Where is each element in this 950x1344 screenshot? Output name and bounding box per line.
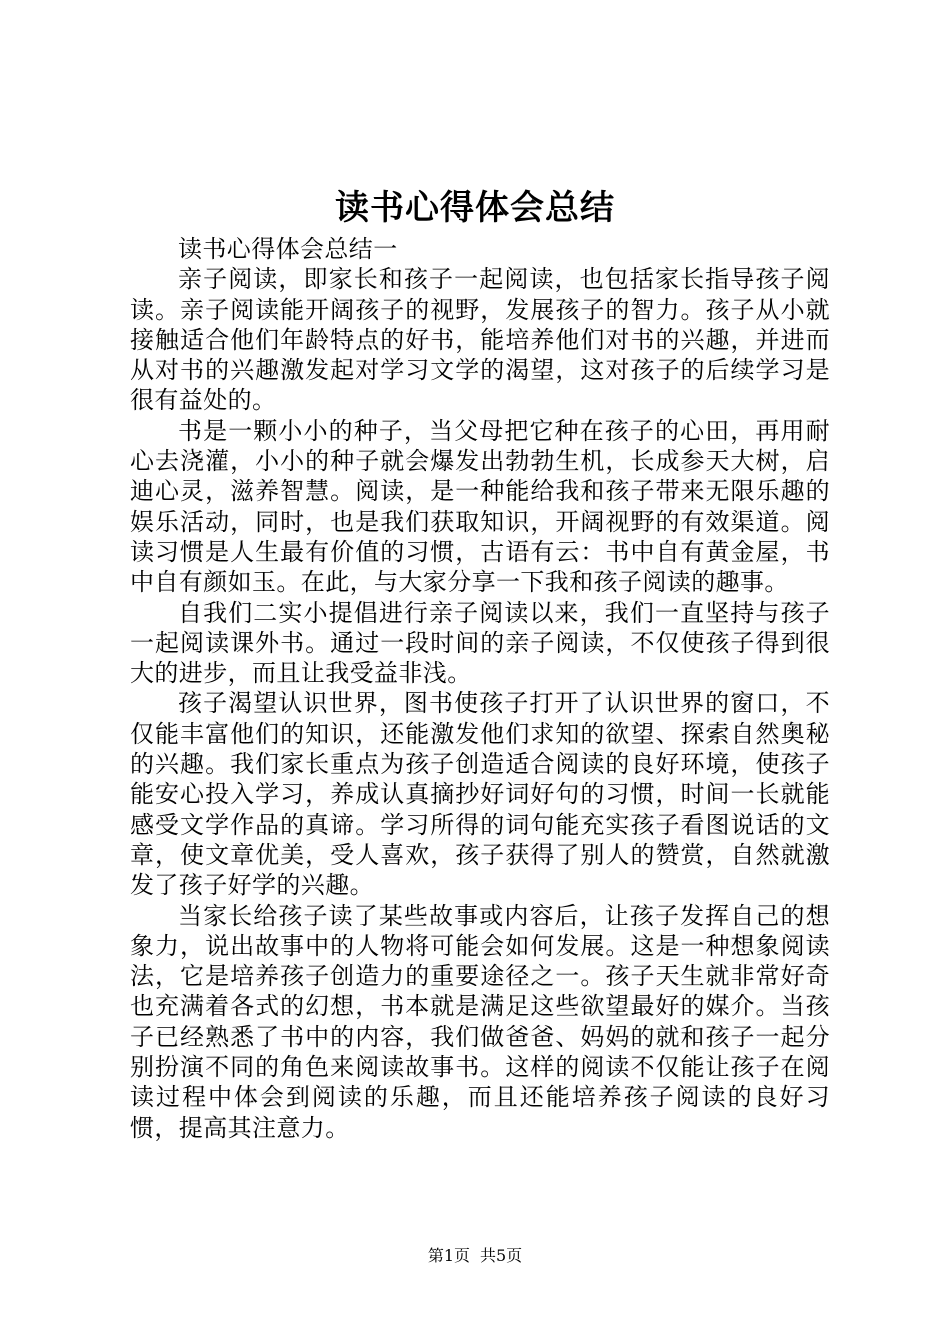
paragraph: 孩子渴望认识世界，图书使孩子打开了认识世界的窗口，不仅能丰富他们的知识，还能激发他们求知的欲望、探索自然奥秘的兴趣。我们家长重点为孩子创造适合阅读的良好环境，使孩子能安心投入学习，养成认真摘抄好词好句的习惯，时间一长就能感受文学作品的真谛。学习所得的词句能充实孩子看图说话的文章，使文章优美，受人喜欢，孩子获得了别人的赞赏，自然就激发了孩子好学的兴趣。 (130, 689, 830, 900)
page-number: 第1页 (427, 1246, 470, 1265)
paragraph: 当家长给孩子读了某些故事或内容后，让孩子发挥自己的想象力，说出故事中的人物将可能会如何发展。这是一种想象阅读法，它是培养孩子创造力的重要途径之一。孩子天生就非常好奇也充满着各式的幻想，书本就是满足这些欲望最好的媒介。当孩子已经熟悉了书中的内容，我们做爸爸、妈妈的就和孩子一起分别扮演不同的角色来阅读故事书。这样的阅读不仅能让孩子在阅读过程中体会到阅读的乐趣，而且还能培养孩子阅读的良好习惯，提高其注意力。 (130, 901, 830, 1142)
paragraph: 书是一颗小小的种子，当父母把它种在孩子的心田，再用耐心去浇灌，小小的种子就会爆发出勃勃生机，长成参天大树，启迪心灵，滋养智慧。阅读，是一种能给我和孩子带来无限乐趣的娱乐活动，同时，也是我们获取知识，开阔视野的有效渠道。阅读习惯是人生最有价值的习惯，古语有云：书中自有黄金屋，书中自有颜如玉。在此，与大家分享一下我和孩子阅读的趣事。 (130, 416, 830, 597)
page-footer (0, 1245, 950, 1267)
paragraph: 自我们二实小提倡进行亲子阅读以来，我们一直坚持与孩子一起阅读课外书。通过一段时间的亲子阅读，不仅使孩子得到很大的进步，而且让我受益非浅。 (130, 598, 830, 688)
document-body (130, 234, 830, 1143)
document-title: 读书心得体会总结 (335, 188, 615, 228)
paragraph: 亲子阅读，即家长和孩子一起阅读，也包括家长指导孩子阅读。亲子阅读能开阔孩子的视野，发展孩子的智力。孩子从小就接触适合他们年龄特点的好书，能培养他们对书的兴趣，并进而从对书的兴趣激发起对学习文学的渴望，这对孩子的后续学习是很有益处的。 (130, 265, 830, 415)
section-heading: 读书心得体会总结一 (178, 235, 398, 263)
page-total: 共5页 (480, 1246, 523, 1265)
